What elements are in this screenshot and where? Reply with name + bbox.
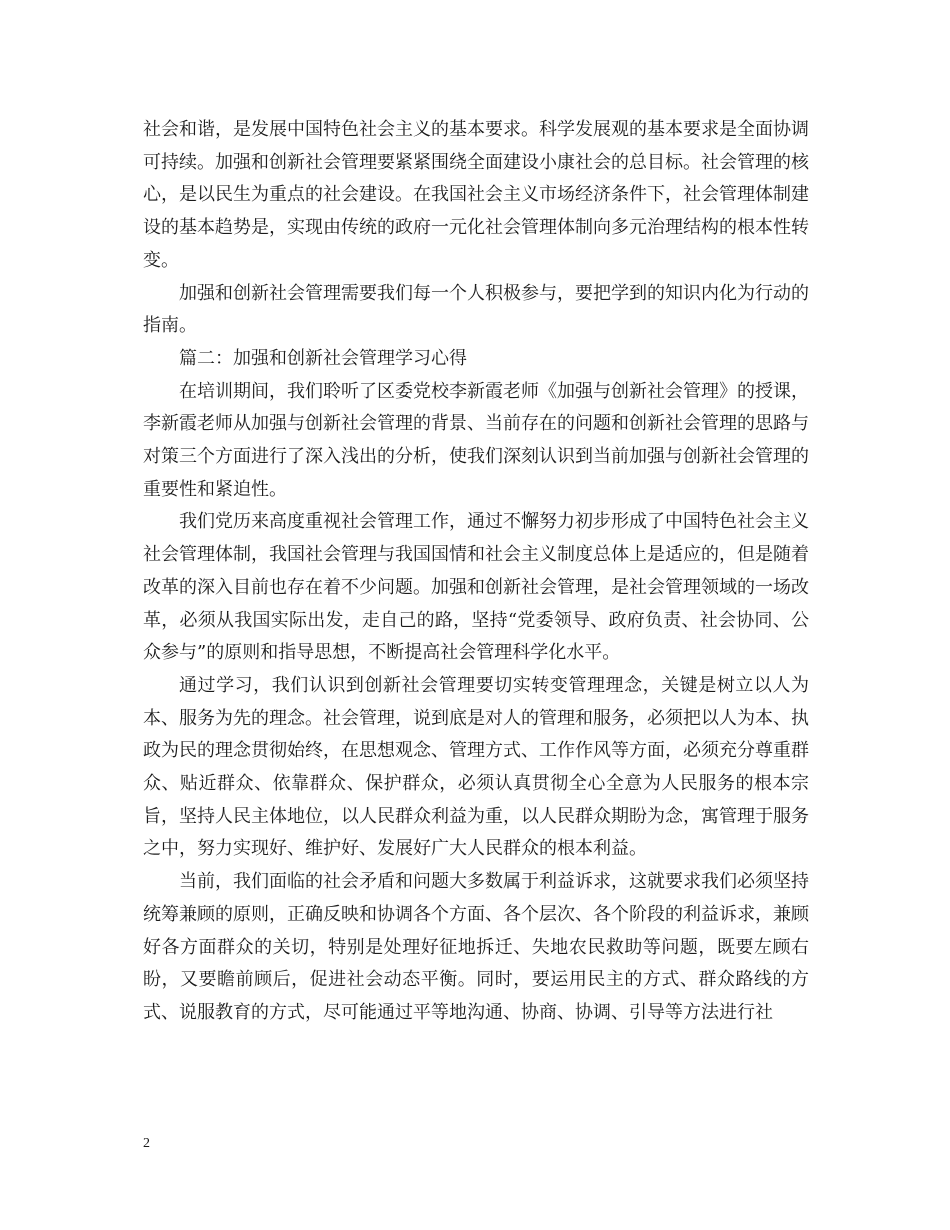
paragraph-1: 社会和谐，是发展中国特色社会主义的基本要求。科学发展观的基本要求是全面协调可持续。加强和创新社会管理要紧紧围绕全面建设小康社会的总目标。社会管理的核心，是以民生为重点的社会建设。在我国社会主义市场经济条件下，社会管理体制建设的基本趋势是，实现由传统的政府一元化社会管理体制向多元治理结构的根本性转变。 (143, 119, 809, 271)
paragraph-4: 我们党历来高度重视社会管理工作，通过不懈努力初步形成了中国特色社会主义社会管理体制，我国社会管理与我国国情和社会主义制度总体上是适应的，但是随着改革的深入目前也存在着不少问题。加强和创新社会管理，是社会管理领域的一场改革，必须从我国实际出发，走自己的路，坚持“党委领导、政府负责、社会协同、公众参与”的原则和指导思想，不断提高社会管理科学化水平。 (143, 511, 809, 664)
page-number: 2 (143, 1136, 150, 1151)
paragraph-2: 加强和创新社会管理需要我们每一个人积极参与，要把学到的知识内化为行动的指南。 (143, 282, 809, 337)
section-heading: 篇二：加强和创新社会管理学习心得 (179, 347, 467, 369)
paragraph-3: 在培训期间，我们聆听了区委党校李新霞老师《加强与创新社会管理》的授课，李新霞老师从加强与创新社会管理的背景、当前存在的问题和创新社会管理的思路与对策三个方面进行了深入浅出的分析，使我们深刻认识到当前加强与创新社会管理的重要性和紧迫性。 (143, 380, 809, 500)
paragraph-6: 当前，我们面临的社会矛盾和问题大多数属于利益诉求，这就要求我们必须坚持统筹兼顾的原则，正确反映和协调各个方面、各个层次、各个阶段的利益诉求，兼顾好各方面群众的关切，特别是处理好征地拆迁、失地农民救助等问题，既要左顾右盼，又要瞻前顾后，促进社会动态平衡。同时，要运用民主的方式、群众路线的方式、说服教育的方式，尽可能通过平等地沟通、协商、协调、引导等方法进行社 (143, 871, 809, 1023)
paragraph-5: 通过学习，我们认识到创新社会管理要切实转变管理理念，关键是树立以人为本、服务为先的理念。社会管理，说到底是对人的管理和服务，必须把以人为本、执政为民的理念贯彻始终，在思想观念、管理方式、工作作风等方面，必须充分尊重群众、贴近群众、依靠群众、保护群众，必须认真贯彻全心全意为人民服务的根本宗旨，坚持人民主体地位，以人民群众利益为重，以人民群众期盼为念，寓管理于服务之中，努力实现好、维护好、发展好广大人民群众的根本利益。 (143, 674, 809, 860)
document-body (143, 114, 809, 1030)
